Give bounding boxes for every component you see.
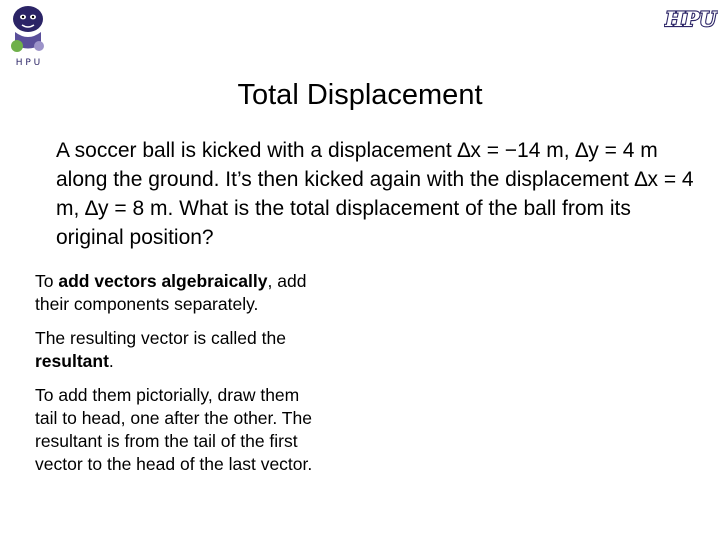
note-text: To [35, 271, 59, 291]
note-add-algebraically [35, 270, 325, 316]
note-resultant [35, 327, 325, 373]
monogram-text: HPU [665, 7, 717, 31]
hpu-mascot-logo [4, 2, 52, 70]
note-emphasis: add vectors algebraically [58, 271, 268, 291]
note-text: . [108, 351, 114, 371]
hpu-monogram-logo [664, 2, 718, 34]
panther-mascot-icon [4, 2, 52, 70]
note-emphasis: resultant [35, 351, 109, 371]
notes-list [35, 270, 325, 487]
note-text: , add their components separately. [35, 271, 307, 314]
slide-title: Total Displacement [237, 79, 483, 111]
problem-statement: A soccer ball is kicked with a displacement ∆x = −14 m, ∆y = 4 m along the ground. It’s then kicked again with the displacement ∆x = 4 m, ∆y = 8 m. What is the total displacement of the ball from its original position? [56, 139, 694, 249]
note-text: The resulting vector is called the [35, 328, 286, 348]
note-pictorial: To add them pictorially, draw them tail to head, one after the other. The resultant is from the tail of the first vector to the head of the last vector. [35, 385, 313, 474]
mascot-caption: H P U [15, 58, 41, 68]
hpu-monogram-icon [664, 2, 718, 34]
